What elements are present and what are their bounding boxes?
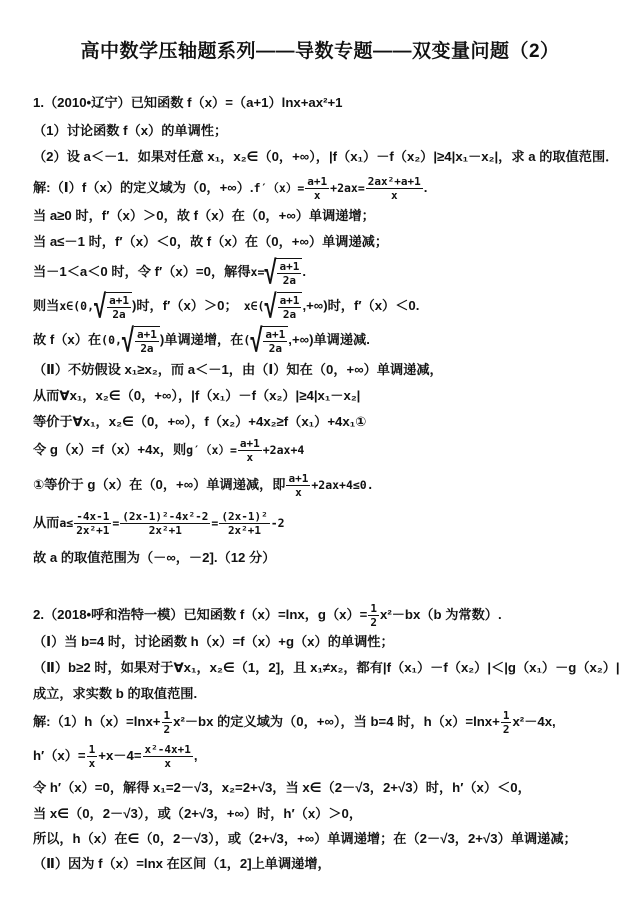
formula: x∈( [243, 298, 265, 313]
problem-1-question-2: （2）设 a＜－1．如果对任意 x₁，x₂∈（0，+∞），|f（x₁）－f（x₂）|≥4|x₁－x₂|，求 a 的取值范围． [33, 149, 619, 164]
formula: a≤ [59, 515, 74, 530]
solution-1-line-11 [33, 472, 620, 499]
fraction [366, 175, 423, 202]
radical-sign: √ [94, 287, 107, 325]
numerator: (2x-1)² [221, 510, 268, 523]
numerator: a+1 [307, 175, 328, 188]
denominator: 2a [268, 342, 282, 355]
numerator: a+1 [288, 472, 309, 485]
denominator: 2 [370, 616, 377, 629]
problem-2-heading [33, 602, 620, 629]
solution-2-line-6: （Ⅱ）因为 f（x）=lnx 在区间（1，2]上单调递增， [33, 856, 331, 871]
problem-2-question-1: （Ⅰ）当 b=4 时，讨论函数 h（x）=f（x）+g（x）的单调性； [33, 634, 394, 649]
fraction [305, 175, 329, 202]
denominator: 2 [502, 723, 510, 736]
denominator: x [246, 451, 254, 464]
numerator: a+1 [239, 437, 260, 450]
solution-1-line-9: 等价于∀x₁，x₂∈（0，+∞），f（x₂）+4x₂≥f（x₁）+4x₁① [33, 414, 367, 429]
numerator: a+1 [279, 294, 300, 307]
text: +x－4= [98, 747, 142, 763]
solution-2-line-4: 当 x∈（0，2－√3），或（2+√3，+∞）时，h′（x）＞0， [33, 806, 363, 821]
solution-1-line-2: 当 a≥0 时，f′（x）＞0，故 f（x）在（0，+∞）单调递增； [33, 208, 375, 223]
fraction [135, 328, 159, 355]
fraction [107, 294, 131, 321]
denominator: 2a [282, 308, 297, 321]
formula: = [112, 515, 120, 530]
numerator: a+1 [109, 294, 129, 307]
formula: +2ax+4 [262, 442, 305, 457]
numerator: a+1 [137, 328, 157, 341]
denominator: x [390, 189, 398, 202]
denominator: 2a [140, 342, 154, 355]
fraction [501, 709, 512, 736]
solution-1-line-6 [33, 321, 620, 359]
fraction [278, 294, 302, 321]
numerator: 1 [163, 709, 171, 722]
denominator: 2x²+1 [76, 524, 110, 537]
numerator: -4x-1 [76, 510, 110, 523]
denominator: 2a [112, 308, 126, 321]
text: 从而 [33, 514, 60, 530]
denominator: 2a [282, 274, 297, 287]
formula: f′（x）= [253, 180, 305, 195]
formula: (0, [101, 332, 122, 347]
solution-2-line-1 [33, 709, 620, 736]
text: 故 f（x）在 [33, 331, 102, 347]
text: ,+∞)单调递减. [288, 331, 370, 347]
solution-1-line-12 [33, 510, 620, 537]
fraction [162, 709, 173, 736]
numerator: 1 [88, 743, 96, 756]
text: h′（x）= [33, 747, 86, 763]
solution-1-line-7: （Ⅱ）不妨假设 x₁≥x₂，而 a＜－1，由（Ⅰ）知在（0，+∞）单调递减， [33, 362, 443, 377]
radical-sign: √ [250, 321, 263, 359]
radical-sign: √ [264, 287, 277, 325]
numerator: a+1 [265, 328, 286, 341]
radical-sign: √ [264, 253, 277, 291]
denominator: 2x²+1 [148, 524, 182, 537]
solution-2-line-2 [33, 743, 620, 770]
text: , [193, 747, 198, 763]
sqrt-expression [121, 321, 160, 359]
numerator: (2x-1)²-4x²-2 [122, 510, 209, 523]
text: 令 g（x）=f（x）+4x，则 [33, 441, 187, 457]
page-title: 高中数学压轴题系列——导数专题——双变量问题（2） [80, 41, 560, 62]
text: x²－bx（b 为常数）. [380, 606, 502, 622]
solution-1-line-5 [33, 287, 620, 325]
formula: x= [250, 264, 265, 279]
text: . [302, 263, 306, 279]
fraction [368, 602, 379, 629]
fraction [263, 328, 287, 355]
denominator: x [164, 757, 172, 770]
radical-sign: √ [121, 321, 134, 359]
solution-2-line-5: 所以，h（x）在∈（0，2－√3），或（2+√3，+∞）单调递增；在（2－√3，2+√3）单调递减； [33, 831, 577, 846]
text: 解:（1）h（x）=lnx+ [33, 713, 161, 729]
sqrt-expression [250, 321, 288, 359]
text: )单调递增，在 [159, 331, 244, 347]
fraction [238, 437, 262, 464]
denominator: 2x²+1 [227, 524, 262, 537]
numerator: a+1 [279, 260, 300, 273]
problem-2-question-2-cont: 成立，求实数 b 的取值范围. [33, 686, 198, 701]
fraction [120, 510, 210, 537]
formula: +2ax= [330, 180, 365, 195]
fraction [219, 510, 269, 537]
text: 当－1＜a＜0 时，令 f′（x）=0，解得 [33, 263, 251, 279]
text: ①等价于 g（x）在（0，+∞）单调递减，即 [33, 476, 286, 492]
sqrt-expression [264, 287, 302, 325]
sqrt-expression [264, 253, 302, 291]
fraction [143, 743, 193, 770]
formula: = [211, 515, 219, 530]
solution-1-line-10 [33, 437, 620, 464]
denominator: x [313, 189, 321, 202]
text: )时，f′（x）＞0； [131, 297, 238, 313]
solution-1-line-1 [33, 175, 620, 202]
solution-1-line-3: 当 a≤－1 时，f′（x）＜0，故 f（x）在（0，+∞）单调递减； [33, 234, 389, 249]
fraction [87, 743, 98, 770]
fraction [277, 260, 301, 287]
solution-1-line-8: 从而∀x₁，x₂∈（0，+∞），|f（x₁）－f（x₂）|≥4|x₁－x₂| [33, 388, 361, 403]
solution-2-line-3: 令 h′（x）=0，解得 x₁=2－√3，x₂=2+√3，当 x∈（2－√3，2+√3）时，h′（x）＜0， [33, 780, 531, 795]
formula: g′（x）= [186, 442, 237, 457]
fraction [74, 510, 111, 537]
formula: x∈(0, [59, 298, 94, 313]
formula: -2 [270, 515, 285, 530]
numerator: 1 [370, 602, 377, 615]
numerator: 2ax²+a+1 [367, 175, 421, 188]
solution-1-line-4 [33, 253, 620, 291]
text: x²－4x, [512, 713, 556, 729]
text: x²－bx 的定义域为（0，+∞），当 b=4 时，h（x）=lnx+ [173, 713, 500, 729]
formula: ( [243, 332, 251, 347]
numerator: 1 [502, 709, 510, 722]
text: ,+∞)时，f′（x）＜0. [302, 297, 420, 313]
text: 2.（2018•呼和浩特一模）已知函数 f（x）=lnx，g（x）= [33, 606, 368, 622]
problem-1-heading: 1.（2010•辽宁）已知函数 f（x）=（a+1）lnx+ax²+1 [33, 95, 343, 110]
sqrt-expression [94, 287, 132, 325]
solution-1-line-13: 故 a 的取值范围为（－∞，－2].（12 分） [33, 550, 276, 565]
formula: +2ax+4≤0. [311, 477, 374, 492]
text: 则当 [33, 297, 60, 313]
numerator: x²-4x+1 [144, 743, 191, 756]
denominator: x [88, 757, 96, 770]
denominator: 2 [163, 723, 171, 736]
text: 解:（Ⅰ）f（x）的定义域为（0，+∞）. [33, 179, 254, 195]
fraction [286, 472, 310, 499]
text: . [423, 179, 428, 195]
denominator: x [295, 486, 302, 499]
problem-2-question-2: （Ⅱ）b≥2 时，如果对于∀x₁，x₂∈（1，2]，且 x₁≠x₂，都有|f（x₁）－f（x₂）|＜|g（x₁）－g（x₂）| [33, 660, 620, 675]
problem-1-question-1: （1）讨论函数 f（x）的单调性； [33, 123, 228, 138]
